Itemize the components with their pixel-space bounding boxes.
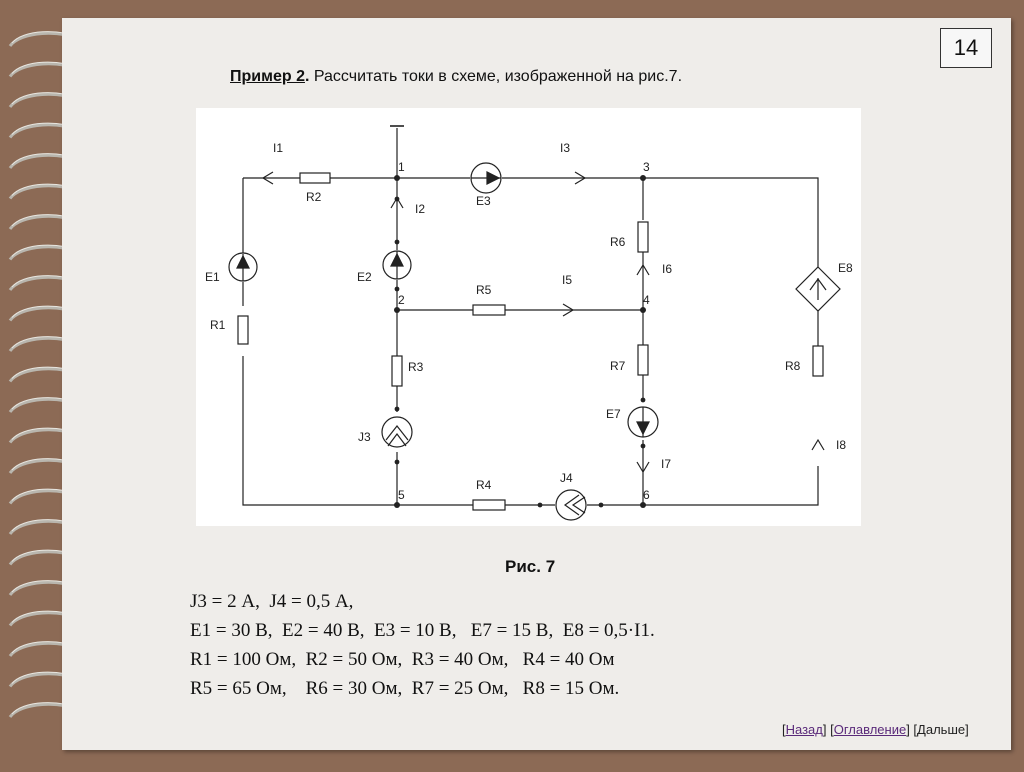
back-link[interactable]: Назад xyxy=(785,722,823,737)
nav-links: [Назад] [Оглавление] [Дальше] xyxy=(782,722,969,737)
label-node2: 2 xyxy=(398,293,405,307)
current-source-j3 xyxy=(382,417,412,447)
label-i8: I8 xyxy=(836,438,847,452)
label-node1: 1 xyxy=(398,160,405,174)
label-i5: I5 xyxy=(562,273,573,287)
junction-dots xyxy=(394,175,646,508)
label-e8: E8 xyxy=(838,261,853,275)
given-line: J3 = 2 А, J4 = 0,5 А, xyxy=(190,591,354,612)
figure-caption: Рис. 7 xyxy=(505,557,556,576)
label-i3: I3 xyxy=(560,141,571,155)
contents-link[interactable]: Оглавление xyxy=(833,722,907,737)
label-e2: E2 xyxy=(357,270,372,284)
label-node6: 6 xyxy=(643,488,650,502)
next-link: Дальше xyxy=(917,722,966,737)
resistor-r5 xyxy=(473,305,505,315)
given-line: E1 = 30 В, E2 = 40 В, E3 = 10 В, E7 = 15 В, E8 = 0,5·I1. xyxy=(190,620,655,641)
resistor-r2 xyxy=(300,173,330,183)
label-i6: I6 xyxy=(662,262,673,276)
given-line: R5 = 65 Ом, R6 = 30 Ом, R7 = 25 Ом, R8 = 15 Ом. xyxy=(190,678,620,699)
label-r8: R8 xyxy=(785,359,801,373)
label-r1: R1 xyxy=(210,318,226,332)
label-e7: E7 xyxy=(606,407,621,421)
dependent-source-e8 xyxy=(796,267,840,311)
label-j3: J3 xyxy=(358,430,371,444)
resistor-r1 xyxy=(238,316,248,344)
circuit-figure xyxy=(196,108,861,526)
label-e1: E1 xyxy=(205,270,220,284)
source-e2 xyxy=(383,251,411,279)
label-i1: I1 xyxy=(273,141,284,155)
label-node3: 3 xyxy=(643,160,650,174)
heading: Пример 2. Рассчитать токи в схеме, изображенной на рис.7. xyxy=(230,68,683,85)
label-i7: I7 xyxy=(661,457,672,471)
given-line: R1 = 100 Ом, R2 = 50 Ом, R3 = 40 Ом, R4 = 40 Ом xyxy=(190,649,615,670)
label-node4: 4 xyxy=(643,293,650,307)
current-source-j4 xyxy=(556,490,586,520)
label-node5: 5 xyxy=(398,488,405,502)
label-j4: J4 xyxy=(560,471,573,485)
wires xyxy=(243,128,818,505)
circuit-diagram xyxy=(196,108,861,526)
label-r2: R2 xyxy=(306,190,322,204)
resistor-r7 xyxy=(638,345,648,375)
label-i2: I2 xyxy=(415,202,426,216)
label-r7: R7 xyxy=(610,359,626,373)
heading-text: Рассчитать токи в схеме, изображенной на рис.7. xyxy=(313,68,683,85)
label-r4: R4 xyxy=(476,478,492,492)
page-number: 14 xyxy=(940,28,992,68)
source-e3 xyxy=(471,163,501,193)
label-e3: E3 xyxy=(476,194,491,208)
resistor-r8 xyxy=(813,346,823,376)
label-r6: R6 xyxy=(610,235,626,249)
given-values xyxy=(190,587,655,703)
resistor-r4 xyxy=(473,500,505,510)
heading-label: Пример 2 xyxy=(230,68,305,85)
label-r3: R3 xyxy=(408,360,424,374)
arrow-i8 xyxy=(812,440,824,450)
resistor-r6 xyxy=(638,222,648,252)
source-e1 xyxy=(229,253,257,281)
current-arrows xyxy=(263,172,824,472)
label-r5: R5 xyxy=(476,283,492,297)
resistor-r3 xyxy=(392,356,402,386)
source-e7 xyxy=(628,407,658,437)
